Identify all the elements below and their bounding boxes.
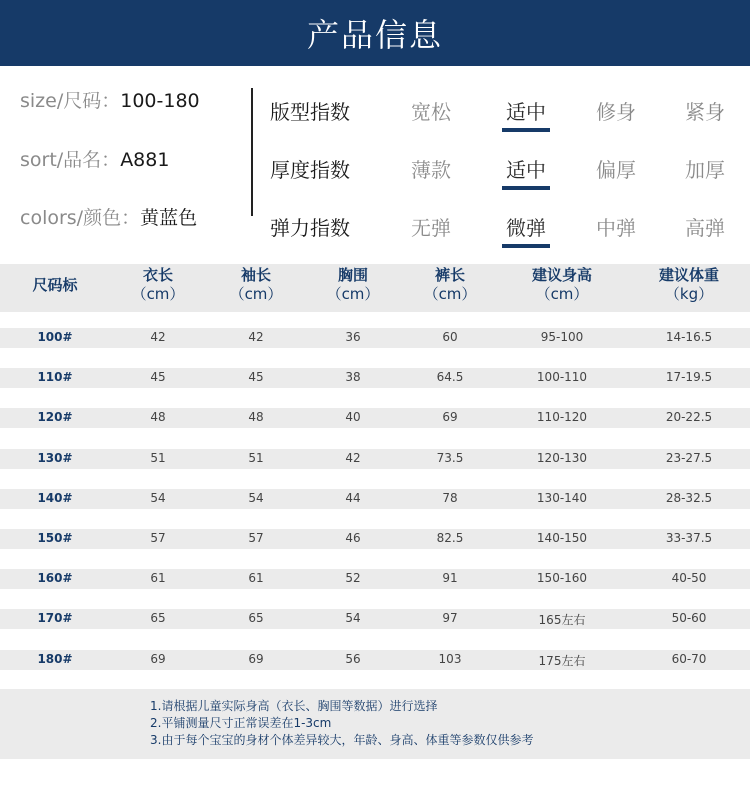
index-option: 加厚 [685,158,725,182]
table-cell: 100-110 [536,370,588,384]
table-header-cell [395,266,505,304]
header-unit: （cm） [535,285,589,303]
table-cell: 50-60 [671,611,707,625]
table-cell: 140-150 [536,531,588,545]
table-header-cell [298,266,408,304]
table-cell: 36 [345,330,361,344]
table-cell: 40 [345,410,361,424]
table-cell: 130-140 [536,491,588,505]
table-header-cell [201,266,311,304]
table-cell: 120-130 [536,451,588,465]
header-unit: （cm） [326,285,380,303]
table-cell: 40-50 [671,571,707,585]
size-cell: 180# [37,652,73,666]
size-cell: 150# [37,531,73,545]
note-3: 3.由于每个宝宝的身材个体差异较大，年龄、身高、体重等参数仅供参考 [150,733,534,747]
table-cell: 82.5 [436,531,464,545]
index-option: 高弹 [685,216,725,240]
table-row [0,328,750,348]
header-unit: （cm） [229,285,283,303]
table-cell: 42 [248,330,264,344]
table-cell: 42 [345,451,361,465]
header-name: 建议体重 [658,266,719,284]
size-cell: 130# [37,451,73,465]
table-cell: 150-160 [536,571,588,585]
table-row [0,569,750,589]
table-header-cell [634,266,744,304]
table-cell: 51 [248,451,264,465]
table-cell: 95-100 [540,330,584,344]
notes-section [0,689,750,759]
table-cell: 46 [345,531,361,545]
table-cell: 97 [442,611,458,625]
table-cell: 28-32.5 [665,491,713,505]
index-option: 薄款 [411,158,451,182]
index-label: 版型指数 [270,100,350,124]
table-cell: 54 [248,491,264,505]
table-cell: 17-19.5 [665,370,713,384]
size-cell: 120# [37,410,73,424]
table-row [0,489,750,509]
index-label: 弹力指数 [270,216,350,240]
index-row [270,204,740,244]
table-cell: 69 [248,652,264,666]
index-option: 修身 [596,100,636,124]
table-cell: 78 [442,491,458,505]
index-label: 厚度指数 [270,158,350,182]
index-option: 偏厚 [596,158,636,182]
table-header [0,264,750,312]
size-value: 100-180 [120,90,200,112]
header-name: 衣长 [142,266,173,284]
note-1: 1.请根据儿童实际身高（衣长、胸围等数据）进行选择 [150,699,438,713]
table-cell: 20-22.5 [665,410,713,424]
table-cell: 64.5 [436,370,464,384]
table-cell: 23-27.5 [665,451,713,465]
index-option: 紧身 [685,100,725,124]
size-info [20,86,200,113]
index-row [270,146,740,186]
color-label: colors/颜色： [20,207,141,229]
size-cell: 140# [37,491,73,505]
table-cell: 54 [345,611,361,625]
header-name: 胸围 [337,266,368,284]
header-banner [0,0,750,66]
table-cell: 65 [248,611,264,625]
table-cell: 61 [248,571,264,585]
table-cell: 38 [345,370,361,384]
index-option-selected: 适中 [496,96,556,125]
table-cell: 14-16.5 [665,330,713,344]
size-cell: 170# [37,611,73,625]
table-cell: 65 [150,611,166,625]
header-name: 建议身高 [531,266,592,284]
table-header-cell [0,276,110,295]
vertical-divider [251,88,253,216]
table-cell: 69 [442,410,458,424]
header-unit: （cm） [131,285,185,303]
table-cell: 56 [345,652,361,666]
size-cell: 110# [37,370,73,384]
header-name: 裤长 [434,266,465,284]
table-cell: 33-37.5 [665,531,713,545]
index-row [270,88,740,128]
table-cell: 91 [442,571,458,585]
table-cell: 69 [150,652,166,666]
table-cell: 57 [150,531,166,545]
table-cell: 51 [150,451,166,465]
header-name: 袖长 [240,266,271,284]
table-row [0,449,750,469]
table-cell: 42 [150,330,166,344]
index-option-selected: 适中 [496,154,556,183]
header-unit: （kg） [664,285,714,303]
sort-value: A881 [120,149,170,171]
color-value: 黄蓝色 [140,207,198,229]
page-title: 产品信息 [306,16,443,54]
color-info [20,203,197,230]
table-cell: 52 [345,571,361,585]
table-row [0,368,750,388]
table-cell: 45 [248,370,264,384]
table-header-cell [507,266,617,304]
table-row [0,650,750,670]
table-row [0,609,750,629]
table-cell: 165左右 [538,613,586,627]
table-cell: 60 [442,330,458,344]
size-cell: 100# [37,330,73,344]
table-cell: 48 [150,410,166,424]
table-cell: 45 [150,370,166,384]
index-option: 宽松 [411,100,451,124]
index-option: 中弹 [596,216,636,240]
table-cell: 57 [248,531,264,545]
header-name: 尺码标 [32,276,78,294]
table-cell: 73.5 [436,451,464,465]
table-cell: 103 [438,652,462,666]
table-cell: 44 [345,491,361,505]
table-cell: 110-120 [536,410,588,424]
table-cell: 175左右 [538,654,586,668]
index-option: 无弹 [411,216,451,240]
size-cell: 160# [37,571,73,585]
sort-info [20,145,169,172]
index-option-selected: 微弹 [496,212,556,241]
size-label: size/尺码： [20,90,121,112]
table-cell: 61 [150,571,166,585]
table-header-cell [103,266,213,304]
note-2: 2.平铺测量尺寸正常误差在1-3cm [150,716,332,730]
table-cell: 54 [150,491,166,505]
table-row [0,529,750,549]
sort-label: sort/品名： [20,149,121,171]
product-info-section [0,66,750,260]
table-cell: 60-70 [671,652,707,666]
table-cell: 48 [248,410,264,424]
table-row [0,408,750,428]
header-unit: （cm） [423,285,477,303]
